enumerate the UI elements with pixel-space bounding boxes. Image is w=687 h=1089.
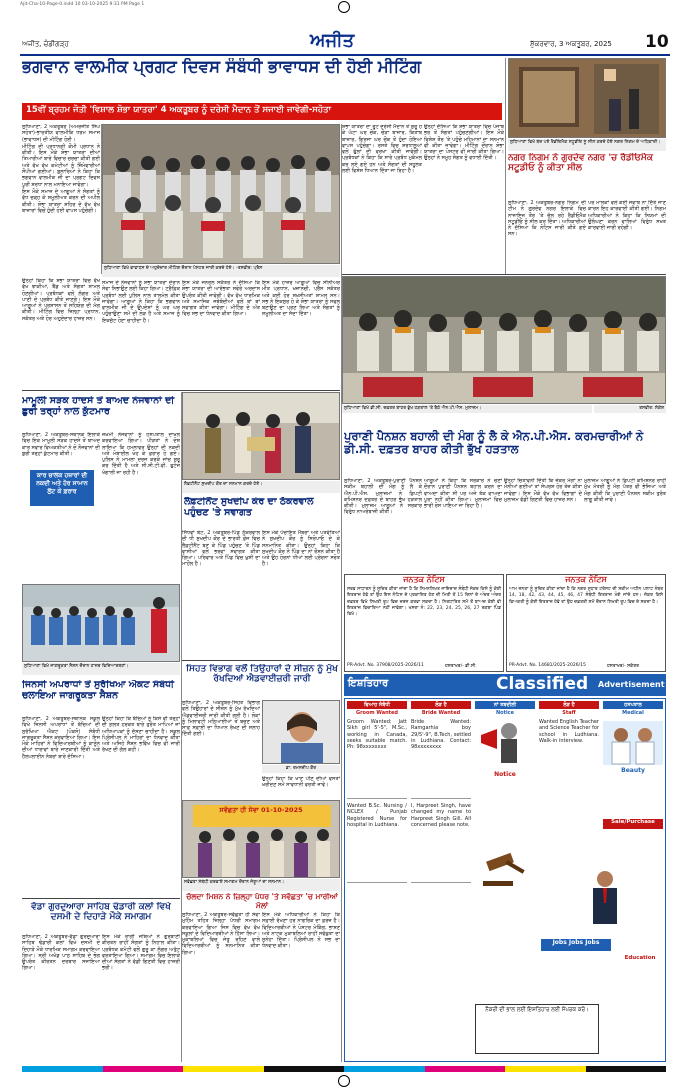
- lead-text-col6: ਉਨ੍ਹਾਂ ਦੱਸਿਆ ਕਿ ਸ਼ੋਭਾ ਯਾਤਰਾ ਵਿਚ ਪੰਜਾਬ ਭਰ ਤੋਂ ਸੰਗਤਾਂ ਪਹੁੰਚਣਗੀਆਂ। ਇਸ ਮੌਕੇ ਵਿਸ਼ੇਸ਼ ਤੌਰ 'ਤੇ ਪਹੁੰਚੇ ਮਹਿਮਾਨਾਂ ਦਾ ਸਨਮਾਨ ਵੀ ਕੀਤਾ ਜਾਵੇਗਾ। ਮੀਟਿੰਗ ਦੌਰਾਨ ਸ਼ੋਭਾ ਯਾਤਰਾ ਦਾ ਪੋਸਟਰ ਵੀ ਜਾਰੀ ਕੀਤਾ ਗਿਆ। ਉਨ੍ਹਾਂ ਨੇ ਸਮੂਹ ਸੰਗਤ ਨੂੰ ਵਧਾਈ ਦਿੱਤੀ।: [424, 124, 504, 162]
- classified-col-1-sub: Groom Wanted: [355, 710, 399, 716]
- col-rule: [101, 124, 102, 274]
- classified-col-4-head: ਲੋੜ ਹੈ: [539, 701, 599, 709]
- classified-col-2-head: ਲੋੜ ਹੈ: [411, 701, 471, 709]
- studio-photo: [508, 58, 666, 138]
- lead-text-col1: ਲੁਧਿਆਣਾ, 2 ਅਕਤੂਬਰ (ਅਮਰਜੀਤ ਸਿੰਘ ਸਹੋਤਾ)-ਭਾਰਤੀਯ ਵਾਲਮੀਕਿ ਧਰਮ ਸਮਾਜ (ਭਾਵਾਧਸ) ਦੀ ਮੀਟਿੰਗ ਹੋਈ। ਮੀਟਿੰਗ ਦੀ ਪ੍ਰਧਾਨਗੀ ਕੌਮੀ ਪ੍ਰਧਾਨ ਨੇ ਕੀਤੀ। ਇਸ ਮੌਕੇ ਸ਼ੋਭਾ ਯਾਤਰਾ ਦੀਆਂ ਤਿਆਰੀਆਂ ਬਾਰੇ ਵਿਚਾਰ ਚਰਚਾ ਕੀਤੀ ਗਈ ਅਤੇ ਵੱਖ ਵੱਖ ਕਮੇਟੀਆਂ ਨੂੰ ਜ਼ਿੰਮੇਵਾਰੀਆਂ ਸੌਂਪੀਆਂ ਗਈਆਂ। ਬੁਲਾਰਿਆਂ ਨੇ ਕਿਹਾ ਕਿ ਭਗਵਾਨ ਵਾਲਮੀਕ ਜੀ ਦਾ ਪ੍ਰਗਟ ਦਿਵਸ ਪੂਰੀ ਸ਼ਰਧਾ ਨਾਲ ਮਨਾਇਆ ਜਾਵੇਗਾ। ਇਸ ਮੌਕੇ ਸਮਾਜ ਦੇ ਆਗੂਆਂ ਨੇ ਸੰਗਤਾਂ ਨੂੰ ਵੱਧ ਚੜ੍ਹ ਕੇ ਸ਼ਮੂਲੀਅਤ ਕਰਨ ਦੀ ਅਪੀਲ ਕੀਤੀ। ਸ਼ੋਭਾ ਯਾਤਰਾ ਸ਼ਹਿਰ ਦੇ ਵੱਖ ਵੱਖ ਬਾਜ਼ਾਰਾਂ ਵਿਚੋਂ ਹੁੰਦੀ ਹੋਈ ਵਾਪਸ ਪਹੁੰਚੇਗੀ।: [22, 124, 100, 214]
- label-sale-purchase: Sale/Purchase: [603, 819, 663, 829]
- classified-col-3-sub: Notice: [495, 710, 515, 716]
- studio-caption: ਲੁਧਿਆਣਾ ਵਿਖੇ ਬੰਦ ਪਏ ਰੈਡੀਓਮੈਕ ਸਟੂਡੀਓ ਨੂੰ ਸੀਲ ਕਰਦੇ ਹੋਏ ਨਗਰ ਨਿਗਮ ਦੇ ਅਧਿਕਾਰੀ।: [508, 139, 666, 151]
- gurdwara-text-col1: ਲੁਧਿਆਣਾ, 2 ਅਕਤੂਬਰ-ਵੱਡਾ ਗੁਰਦੁਆਰਾ ਸਾਹਿਬ ਢੰਡਾਰੀ ਕਲਾਂ ਵਿਖੇ ਦਸਮੀ ਦੇ ਦਿਹਾੜੇ ਮੌਕੇ ਧਾਰਮਿਕ ਸਮਾਗਮ ਕਰਵਾਇਆ ਗਿਆ। ਸ੍ਰੀ ਅਖੰਡ ਪਾਠ ਸਾਹਿਬ ਦੇ ਭੋਗ ਉਪਰੰਤ ਕੀਰਤਨ ਦਰਬਾਰ ਸਜਾਇਆ ਗਿਆ।: [22, 934, 100, 972]
- classified-col-1-head: ਵਿਆਹ ਸੰਬੰਧੀ: [347, 701, 407, 709]
- header-location: ਅਜੀਤ, ਚੰਡੀਗੜ੍ਹ: [22, 40, 69, 48]
- classified-title: Classified: [496, 674, 589, 694]
- header-date: ਸ਼ੁੱਕਰਵਾਰ, 3 ਅਕਤੂਬਰ, 2025: [530, 40, 612, 48]
- pension-text-col3: ਉਨ੍ਹਾਂ ਚਿਤਾਵਨੀ ਦਿੱਤੀ ਕਿ ਜੇਕਰ ਮੰਗਾਂ ਨਾ ਮੰਨੀਆਂ ਗਈਆਂ ਤਾਂ ਸੰਘਰਸ਼ ਹੋਰ ਤੇਜ਼ ਕੀਤਾ ਜਾਵੇਗਾ। ਇਸ ਮੌਕੇ ਵੱਖ ਵੱਖ ਵਿਭਾਗਾਂ ਦੇ ਮੁਲਾਜ਼ਮ ਵੱਡੀ ਗਿਣਤੀ ਵਿਚ ਹਾਜ਼ਰ ਸਨ।: [504, 478, 582, 503]
- classified-ad-4: I, Harpreet Singh, have changed my name to Harpreet Singh Gill. All concerned please note.: [411, 803, 471, 883]
- masthead: ਅਜੀਤ: [310, 30, 355, 51]
- awareness-headline: ਜਿਨਸੀ ਅਪਰਾਧਾਂ ਤੋਂ ਸੁਰੱਖਿਆ ਐਕਟ ਸੰਬੰਧੀ ਚਲਾਇਆ ਜਾਗਰੂਕਤਾ ਸੈਸ਼ਨ: [22, 680, 175, 701]
- label-jobs: Jobs Jobs Jobs: [541, 939, 611, 951]
- studio-text-col2: ਪਰ ਮਾਲਕਾਂ ਵਲੋਂ ਕੋਈ ਜਵਾਬ ਨਾ ਦਿੱਤੇ ਜਾਣ ਕਾਰਨ ਇਹ ਕਾਰਵਾਈ ਕੀਤੀ ਗਈ। ਨਿਗਮ ਅਧਿਕਾਰੀਆਂ ਨੇ ਕਿਹਾ ਕਿ ਨਿਯਮਾਂ ਦੀ ਉਲੰਘਣਾ ਕਰਨ ਵਾਲਿਆਂ ਵਿਰੁੱਧ ਸਖ਼ਤ ਕਾਰਵਾਈ ਜਾਰੀ ਰਹੇਗੀ।: [588, 200, 666, 232]
- gurdwara-headline: ਵੱਡਾ ਗੁਰਦੁਆਰਾ ਸਾਹਿਬ ਢੰਡਾਰੀ ਕਲਾਂ ਵਿਖੇ ਦਸਮੀ ਦੇ ਦਿਹਾੜੇ ਮੌਕੇ ਸਮਾਗਮ: [31, 902, 171, 923]
- classified-grid: [344, 698, 666, 1062]
- classified-subtitle: Advertisement: [598, 680, 665, 689]
- notice-1-body: ਸਰਵ ਸਾਧਾਰਨ ਨੂੰ ਸੂਚਿਤ ਕੀਤਾ ਜਾਂਦਾ ਹੈ ਕਿ ਨਿਮਨਲਿਖਤ ਜਾਇਦਾਦ ਸੰਬੰਧੀ ਜੇਕਰ ਕਿਸੇ ਨੂੰ ਕੋਈ ਇਤਰਾਜ਼ ਹੋਵੇ ਤਾਂ ਉਹ ਇਸ ਨੋਟਿਸ ਦੇ ਪ੍ਰਕਾਸ਼ਿਤ ਹੋਣ ਦੀ ਮਿਤੀ ਤੋਂ 15 ਦਿਨਾਂ ਦੇ ਅੰਦਰ ਅੰਦਰ ਦਫ਼ਤਰ ਵਿਖੇ ਲਿਖਤੀ ਰੂਪ ਵਿਚ ਦਰਜ ਕਰਵਾ ਸਕਦਾ ਹੈ। ਨਿਰਧਾਰਿਤ ਸਮੇਂ ਤੋਂ ਬਾਅਦ ਕੋਈ ਵੀ ਇਤਰਾਜ਼ ਵਿਚਾਰਿਆ ਨਹੀਂ ਜਾਵੇਗਾ। ਖਸਰਾ ਨੰ: 22, 23, 24, 25, 26, 27 ਰਕਬਾ ਪਿੰਡ ਵਿਖੇ।: [347, 587, 501, 618]
- notice-2-adv-no: PR-Advt. No. 14681/2025-2026/15: [509, 663, 586, 668]
- lead-photo-image: [103, 125, 340, 264]
- col-rule: [181, 392, 182, 1062]
- classified-col-5-sub: Medical: [622, 710, 644, 716]
- col-rule: [341, 124, 342, 1062]
- row-rule: [22, 898, 180, 899]
- classified-footer-box: ਨੌਕਰੀ ਦੀ ਭਾਲ ਲਈ ਇਸ਼ਤਿਹਾਰ ਲਈ ਸੰਪਰਕ ਕਰੋ।: [475, 1004, 599, 1054]
- health-portrait: [262, 700, 340, 764]
- lead-text-col2: ਸਮਾਜ ਦੇ ਨੌਜਵਾਨਾਂ ਨੂੰ ਸ਼ੋਭਾ ਯਾਤਰਾ ਦੌਰਾਨ ਸੇਵਾ ਨਿਭਾਉਣ ਲਈ ਕਿਹਾ ਗਿਆ। ਟ੍ਰੈਫ਼ਿਕ ਪ੍ਰਬੰਧਾਂ ਲਈ ਪੁਲਿਸ ਨਾਲ ਤਾਲਮੇਲ ਕੀਤਾ ਜਾਵੇਗਾ। ਆਗੂਆਂ ਨੇ ਕਿਹਾ ਕਿ ਭਗਵਾਨ ਵਾਲਮੀਕ ਜੀ ਦੇ ਉਪਦੇਸ਼ਾਂ ਨੂੰ ਘਰ ਘਰ ਪਹੁੰਚਾਉਣਾ ਸਮੇਂ ਦੀ ਲੋੜ ਹੈ ਅਤੇ ਸਮਾਜ ਨੂੰ ਇਕਜੁੱਟ ਹੋਣਾ ਚਾਹੀਦਾ ਹੈ।: [102, 280, 180, 324]
- public-notice-1: [344, 574, 504, 672]
- pension-photo-image: [343, 277, 666, 404]
- col-rule: [505, 58, 506, 274]
- awareness-caption: ਲੁਧਿਆਣਾ ਵਿਖੇ ਜਾਗਰੂਕਤਾ ਸੈਸ਼ਨ ਦੌਰਾਨ ਹਾਜ਼ਰ ਵਿਦਿਆਰਥਣਾਂ।: [22, 663, 180, 675]
- lead-text-col3: ਇਸ ਮੌਕੇ ਜਨਰਲ ਸਕੱਤਰ ਨੇ ਦੱਸਿਆ ਕਿ ਸ਼ੋਭਾ ਯਾਤਰਾ ਦੀ ਆਰੰਭਤਾ ਸਵੇਰੇ ਅਰਦਾਸ ਉਪਰੰਤ ਕੀਤੀ ਜਾਵੇਗੀ। ਵੱਖ ਵੱਖ ਧਾਰਮਿਕ ਅਤੇ ਸਮਾਜਿਕ ਜਥੇਬੰਦੀਆਂ ਵਲੋਂ ਥਾਂ ਥਾਂ ਸਵਾਗਤ ਕੀਤਾ ਜਾਵੇਗਾ। ਮੀਟਿੰਗ ਦੇ ਅੰਤ ਵਿਚ ਸਭ ਦਾ ਧੰਨਵਾਦ ਕੀਤਾ ਗਿਆ।: [182, 280, 260, 318]
- lieutenant-text-col1: ਸਿੱਧਵਾਂ ਬੇਟ, 2 ਅਕਤੂਬਰ-ਪਿੰਡ ਠੱਕਰਵਾਲ ਦੀ ਧੀ ਸੁਖਦੀਪ ਕੌਰ ਦੇ ਭਾਰਤੀ ਫ਼ੌਜ ਵਿਚ ਲੈਫ਼ਟੀਨੈਂਟ ਬਣ ਕੇ ਪਿੰਡ ਪਹੁੰਚਣ 'ਤੇ ਪਿੰਡ ਵਾਸੀਆਂ ਵਲੋਂ ਭਰਵਾਂ ਸਵਾਗਤ ਕੀਤਾ ਗਿਆ। ਪਰਿਵਾਰ ਅਤੇ ਪਿੰਡ ਵਿਚ ਖ਼ੁਸ਼ੀ ਦਾ ਮਾਹੌਲ ਹੈ।: [182, 530, 260, 568]
- classified-ad-5: Wanted English Teacher and Science Teacher for school in Ludhiana. Walk-in interview.: [539, 719, 599, 744]
- lieutenant-headline: ਲੈਫ਼ਟੀਨੈਂਟ ਸੁਖਦੀਪ ਕੌਰ ਦਾ ਠੱਕਰਵਾਲ ਪਹੁੰਚਣ 'ਤੇ ਸਵਾਗਤ: [184, 497, 314, 518]
- notice-2-title: ਜਨਤਕ ਨੋਟਿਸ: [565, 575, 607, 584]
- pension-photo: [342, 276, 666, 404]
- notice-figure-icon: [477, 721, 533, 769]
- businessman-image: [585, 869, 625, 929]
- registration-mark-top: [338, 1, 350, 13]
- accident-text-col1: ਲੁਧਿਆਣਾ, 2 ਅਕਤੂਬਰ-ਸਥਾਨਕ ਇਲਾਕੇ ਵਿਚ ਇਕ ਮਾਮੂਲੀ ਸੜਕ ਹਾਦਸੇ ਤੋਂ ਬਾਅਦ ਕਾਰ ਸਵਾਰ ਵਿਅਕਤੀਆਂ ਨੇ ਦੋ ਨੌਜਵਾਨਾਂ ਦੀ ਬੁਰੀ ਤਰ੍ਹਾਂ ਕੁੱਟਮਾਰ ਕੀਤੀ।: [22, 432, 100, 457]
- health-text-col2: ਉਨ੍ਹਾਂ ਕਿਹਾ ਕਿ ਖਾਣ ਪੀਣ ਦੀਆਂ ਵਸਤਾਂ ਖ਼ਰੀਦਣ ਸਮੇਂ ਸਾਵਧਾਨੀ ਵਰਤੀ ਜਾਵੇ।: [262, 776, 340, 789]
- notice-2-signature: ਹਸਤਾਖਰ/- ਸਕੱਤਰ: [607, 664, 639, 669]
- notice-1-adv-no: PR-Advt. No. 37908/2025-2026/11: [347, 663, 424, 668]
- row-rule: [22, 390, 340, 391]
- pension-headline: ਪੁਰਾਣੀ ਪੈਨਸ਼ਨ ਬਹਾਲੀ ਦੀ ਮੰਗ ਨੂੰ ਲੈ ਕੇ ਐਨ.ਪੀ.ਐਸ. ਕਰਮਚਾਰੀਆਂ ਨੇ ਡੀ.ਸੀ. ਦਫ਼ਤਰ ਬਾਹਰ ਕੀਤੀ ਭੁੱਖ ਹੜਤਾਲ: [344, 430, 644, 457]
- pension-caption: ਲੁਧਿਆਣਾ ਵਿਖੇ ਡੀ.ਸੀ. ਦਫ਼ਤਰ ਬਾਹਰ ਭੁੱਖ ਹੜਤਾਲ 'ਤੇ ਬੈਠੇ ਐਨ.ਪੀ.ਐਸ. ਮੁਲਾਜ਼ਮ।: [342, 405, 592, 413]
- studio-photo-image: [509, 59, 666, 138]
- row-rule: [342, 274, 666, 275]
- lead-text-col1b: ਉਨ੍ਹਾਂ ਕਿਹਾ ਕਿ ਸ਼ੋਭਾ ਯਾਤਰਾ ਵਿਚ ਵੱਖ ਵੱਖ ਝਾਕੀਆਂ, ਬੈਂਡ ਅਤੇ ਸੰਗਤਾਂ ਸ਼ਾਮਲ ਹੋਣਗੀਆਂ। ਪ੍ਰਬੰਧਕਾਂ ਵਲੋਂ ਲੰਗਰ ਅਤੇ ਪਾਣੀ ਦੇ ਪ੍ਰਬੰਧ ਕੀਤੇ ਜਾਣਗੇ। ਇਸ ਮੌਕੇ ਆਗੂਆਂ ਨੇ ਪ੍ਰਸ਼ਾਸਨ ਤੋਂ ਸਹਿਯੋਗ ਦੀ ਮੰਗ ਕੀਤੀ। ਮੀਟਿੰਗ ਵਿਚ ਜ਼ਿਲ੍ਹਾ ਪ੍ਰਧਾਨ, ਸਕੱਤਰ ਅਤੇ ਹੋਰ ਅਹੁਦੇਦਾਰ ਹਾਜ਼ਰ ਸਨ।: [22, 278, 100, 322]
- pension-text-col4: ਮੁਲਾਜ਼ਮ ਆਗੂਆਂ ਨੇ ਡਿਪਟੀ ਕਮਿਸ਼ਨਰ ਰਾਹੀਂ ਮੁੱਖ ਮੰਤਰੀ ਨੂੰ ਮੰਗ ਪੱਤਰ ਵੀ ਭੇਜਿਆ ਅਤੇ ਮੰਗ ਕੀਤੀ ਕਿ ਪੁਰਾਣੀ ਪੈਨਸ਼ਨ ਸਕੀਮ ਤੁਰੰਤ ਲਾਗੂ ਕੀਤੀ ਜਾਵੇ।: [584, 478, 666, 503]
- accident-text-col2: ਜ਼ਖ਼ਮੀ ਨੌਜਵਾਨਾਂ ਨੂੰ ਹਸਪਤਾਲ ਦਾਖ਼ਲ ਕਰਵਾਇਆ ਗਿਆ। ਪੀੜਤਾਂ ਨੇ ਦੋਸ਼ ਲਾਇਆ ਕਿ ਹਮਲਾਵਰ ਉਨ੍ਹਾਂ ਦੀ ਨਕਦੀ ਅਤੇ ਮੋਬਾਈਲ ਖੋਹ ਕੇ ਫ਼ਰਾਰ ਹੋ ਗਏ। ਪੁਲਿਸ ਨੇ ਮਾਮਲਾ ਦਰਜ ਕਰਕੇ ਜਾਂਚ ਸ਼ੁਰੂ ਕਰ ਦਿੱਤੀ ਹੈ ਅਤੇ ਸੀ.ਸੀ.ਟੀ.ਵੀ. ਫੁਟੇਜ ਖੰਗਾਲੀ ਜਾ ਰਹੀ ਹੈ।: [102, 432, 180, 476]
- pension-text-col2: ਆਗੂਆਂ ਨੇ ਕਿਹਾ ਕਿ ਸਰਕਾਰ ਨੇ ਚੋਣਾਂ ਦੌਰਾਨ ਪੁਰਾਣੀ ਪੈਨਸ਼ਨ ਬਹਾਲ ਕਰਨ ਦਾ ਵਾਅਦਾ ਕੀਤਾ ਸੀ ਪਰ ਅਜੇ ਤੱਕ ਵਾਅਦਾ ਪੂਰਾ ਨਹੀਂ ਕੀਤਾ ਗਿਆ। ਮੁਲਾਜ਼ਮਾਂ ਵਿਚ ਭਾਰੀ ਰੋਸ ਪਾਇਆ ਜਾ ਰਿਹਾ ਹੈ।: [424, 478, 502, 510]
- registration-mark-bottom: [338, 1075, 350, 1087]
- classified-col-5-head: ਹਸਪਤਾਲ: [603, 701, 663, 709]
- awareness-photo: [22, 584, 180, 662]
- lieutenant-caption: ਲੈਫ਼ਟੀਨੈਂਟ ਸੁਖਦੀਪ ਕੌਰ ਦਾ ਸਨਮਾਨ ਕਰਦੇ ਹੋਏ।: [182, 481, 340, 493]
- awareness-photo-image: [23, 585, 180, 662]
- health-text-col1: ਲੁਧਿਆਣਾ, 2 ਅਕਤੂਬਰ-ਸਿਹਤ ਵਿਭਾਗ ਵਲੋਂ ਤਿਉਹਾਰਾਂ ਦੇ ਸੀਜ਼ਨ ਨੂੰ ਮੁੱਖ ਰੱਖਦਿਆਂ ਐਡਵਾਈਜ਼ਰੀ ਜਾਰੀ ਕੀਤੀ ਗਈ ਹੈ। ਲੋਕਾਂ ਨੂੰ ਮਿਲਾਵਟੀ ਮਠਿਆਈਆਂ ਤੋਂ ਬਚਣ ਅਤੇ ਸਾਫ਼ ਸਫ਼ਾਈ ਦਾ ਧਿਆਨ ਰੱਖਣ ਦੀ ਸਲਾਹ ਦਿੱਤੀ ਗਈ।: [182, 700, 260, 738]
- label-beauty: Beauty: [621, 767, 645, 774]
- label-education: Education: [624, 955, 656, 961]
- page-number: 10: [645, 32, 669, 52]
- classified-ad-1: Groom Wanted: Jatt Sikh girl 5'-5", M.Sc., working in Canada, seeks suitable match. Ph: 98xxxxxxxx: [347, 719, 407, 799]
- swachhta-headline: ਚੱਲਦਾ ਮਿਸ਼ਨ ਨੇ ਜ਼ਿਲ੍ਹਾ ਪੱਧਰ 'ਤੇ ਸਵੱਛਤਾ 'ਚ ਮਾਰੀਆਂ ਮੱਲਾਂ: [186, 893, 338, 910]
- classified-ad-3: Wanted B.Sc. Nursing / NCLEX / Punjab Registered Nurse for hospital in Ludhiana.: [347, 803, 407, 883]
- public-notice-2: [506, 574, 666, 672]
- swachhta-text-col2: ਇਸ ਮੌਕੇ ਅਧਿਕਾਰੀਆਂ ਨੇ ਕਿਹਾ ਕਿ ਸਫ਼ਾਈ ਰੱਖਣਾ ਹਰ ਨਾਗਰਿਕ ਦਾ ਫ਼ਰਜ਼ ਹੈ। ਵਿਦਿਆਰਥੀਆਂ ਨੇ ਪੋਸਟਰ ਮੇਕਿੰਗ, ਭਾਸ਼ਣ ਅਤੇ ਨਾਟਕ ਮੁਕਾਬਲਿਆਂ ਰਾਹੀਂ ਸਵੱਛਤਾ ਦਾ ਸੁਨੇਹਾ ਦਿੱਤਾ। ਪ੍ਰਿੰਸੀਪਲ ਨੇ ਸਭ ਦਾ ਧੰਨਵਾਦ ਕੀਤਾ।: [262, 912, 340, 950]
- lead-text-col4: ਇਸ ਮੌਕੇ ਹਾਜ਼ਰ ਆਗੂਆਂ ਵਿਚ ਸੀਨੀਅਰ ਮੀਤ ਪ੍ਰਧਾਨ, ਖ਼ਜ਼ਾਨਚੀ, ਪ੍ਰੈੱਸ ਸਕੱਤਰ ਅਤੇ ਕਈ ਹੋਰ ਸ਼ਖ਼ਸੀਅਤਾਂ ਸ਼ਾਮਲ ਸਨ। ਸਭ ਨੇ ਇਕਸੁਰ ਹੋ ਕੇ ਸ਼ੋਭਾ ਯਾਤਰਾ ਨੂੰ ਸਫਲ ਬਣਾਉਣ ਦਾ ਪ੍ਰਣ ਲਿਆ ਅਤੇ ਸੰਗਤਾਂ ਨੂੰ ਸ਼ਮੂਲੀਅਤ ਦਾ ਸੱਦਾ ਦਿੱਤਾ।: [262, 280, 340, 318]
- row-rule: [182, 660, 340, 661]
- classified-punjabi: ਇਸ਼ਤਿਹਾਰ: [348, 678, 389, 689]
- classified-banner: [344, 674, 666, 696]
- lead-photo-caption: ਲੁਧਿਆਣਾ ਵਿਖੇ ਭਾਵਾਧਸ ਦੇ ਅਹੁਦੇਦਾਰ ਮੀਟਿੰਗ ਦੌਰਾਨ ਪੋਸਟਰ ਜਾਰੀ ਕਰਦੇ ਹੋਏ। -ਤਸਵੀਰ: ਪ੍ਰੈਸ: [102, 265, 340, 277]
- notice-2-body: ਆਮ ਜਨਤਾ ਨੂੰ ਸੂਚਿਤ ਕੀਤਾ ਜਾਂਦਾ ਹੈ ਕਿ ਨਗਰ ਸੁਧਾਰ ਟਰੱਸਟ ਦੀ ਸਕੀਮ ਅਧੀਨ ਪਲਾਟ ਨੰਬਰ 14, 18, 42, 43, 44, 45, 46, 47 ਸੰਬੰਧੀ ਇਤਰਾਜ਼ ਮੰਗੇ ਜਾਂਦੇ ਹਨ। ਜੇਕਰ ਕਿਸੇ ਵਿਅਕਤੀ ਨੂੰ ਕੋਈ ਇਤਰਾਜ਼ ਹੋਵੇ ਤਾਂ ਉਹ ਦਫ਼ਤਰੀ ਸਮੇਂ ਦੌਰਾਨ ਲਿਖਤੀ ਰੂਪ ਵਿਚ ਦੇ ਸਕਦਾ ਹੈ।: [509, 587, 663, 605]
- lead-headline: ਭਗਵਾਨ ਵਾਲਮੀਕ ਪ੍ਰਗਟ ਦਿਵਸ ਸੰਬੰਧੀ ਭਾਵਾਧਸ ਦੀ ਹੋਈ ਮੀਟਿੰਗ: [22, 58, 422, 76]
- page-header: [20, 30, 670, 56]
- lead-text-col5: ਸ਼ੋਭਾ ਯਾਤਰਾ ਦਾ ਰੂਟ ਦਰੇਸੀ ਮੈਦਾਨ ਤੋਂ ਸ਼ੁਰੂ ਹੋ ਕੇ ਘੰਟਾ ਘਰ ਚੌਕ, ਚੌੜਾ ਬਾਜ਼ਾਰ, ਕਿਤਾਬ ਬਾਜ਼ਾਰ, ਗਿਰਜਾ ਘਰ ਚੌਕ ਤੋਂ ਹੁੰਦਾ ਹੋਇਆ ਵਾਪਸ ਪਹੁੰਚੇਗਾ। ਰਸਤੇ ਵਿਚ ਸ਼ਰਧਾਲੂਆਂ ਵਲੋਂ ਫੁੱਲਾਂ ਦੀ ਵਰਖਾ ਕੀਤੀ ਜਾਵੇਗੀ। ਪ੍ਰਬੰਧਕਾਂ ਨੇ ਕਿਹਾ ਕਿ ਸਾਰੇ ਪ੍ਰਬੰਧ ਮੁਕੰਮਲ ਕਰ ਲਏ ਗਏ ਹਨ ਅਤੇ ਸੰਗਤਾਂ ਦੀ ਸਹੂਲਤ ਲਈ ਵਿਸ਼ੇਸ਼ ਧਿਆਨ ਦਿੱਤਾ ਜਾ ਰਿਹਾ ਹੈ।: [342, 124, 422, 175]
- lieutenant-photo-image: [183, 393, 340, 480]
- classified-ad-2: Bride Wanted: Ramgarhia boy 29/5'-9", B.Tech, settled in Ludhiana. Contact: 98xxxxxxxx: [411, 719, 471, 799]
- gurdwara-text-col2: ਇਸ ਮੌਕੇ ਰਾਗੀ ਜਥਿਆਂ ਨੇ ਗੁਰਬਾਣੀ ਕੀਰਤਨ ਰਾਹੀਂ ਸੰਗਤਾਂ ਨੂੰ ਨਿਹਾਲ ਕੀਤਾ। ਪ੍ਰਬੰਧਕ ਕਮੇਟੀ ਵਲੋਂ ਗੁਰੂ ਕਾ ਲੰਗਰ ਅਤੁੱਟ ਵਰਤਾਇਆ ਗਿਆ। ਸਮਾਗਮ ਵਿਚ ਇਲਾਕੇ ਦੀਆਂ ਸੰਗਤਾਂ ਨੇ ਵੱਡੀ ਗਿਣਤੀ ਵਿਚ ਹਾਜ਼ਰੀ ਭਰੀ।: [102, 934, 180, 972]
- medical-staff-image: [603, 721, 663, 765]
- lieutenant-photo: [182, 392, 340, 480]
- notice-1-title: ਜਨਤਕ ਨੋਟਿਸ: [403, 575, 445, 584]
- notice-1-signature: ਹਸਤਾਖਰ/- ਡੀ.ਸੀ.: [445, 664, 477, 669]
- lieutenant-text-col2: ਇਸ ਮੌਕੇ ਪੰਚਾਇਤ ਮੈਂਬਰਾਂ ਅਤੇ ਪਤਵੰਤਿਆਂ ਨੇ ਸੁਖਦੀਪ ਕੌਰ ਨੂੰ ਸਿਰੋਪਾਓ ਦੇ ਕੇ ਸਨਮਾਨਿਤ ਕੀਤਾ। ਉਨ੍ਹਾਂ ਕਿਹਾ ਕਿ ਸੁਖਦੀਪ ਕੌਰ ਨੇ ਪਿੰਡ ਦਾ ਨਾਂ ਰੌਸ਼ਨ ਕੀਤਾ ਹੈ ਅਤੇ ਉਹ ਹੋਰਨਾਂ ਧੀਆਂ ਲਈ ਪ੍ਰੇਰਨਾ ਸਰੋਤ ਹੈ।: [262, 530, 340, 568]
- color-calibration-bar: [22, 1066, 666, 1072]
- gavel-icon: [477, 849, 533, 889]
- classified-col-2-sub: Bride Wanted: [421, 710, 461, 716]
- classified-col-3-head: ਨਾਂ ਤਬਦੀਲੀ: [475, 701, 535, 709]
- studio-text-col1: ਲੁਧਿਆਣਾ, 2 ਅਕਤੂਬਰ-ਨਗਰ ਨਿਗਮ ਦੀ ਟੀਮ ਨੇ ਗੁਰਦੇਵ ਨਗਰ ਇਲਾਕੇ ਵਿਚ ਨਾਜਾਇਜ਼ ਤੌਰ 'ਤੇ ਚੱਲ ਰਹੇ ਰੈਡੀਓਮੈਕ ਸਟੂਡੀਓ ਨੂੰ ਸੀਲ ਕਰ ਦਿੱਤਾ। ਅਧਿਕਾਰੀਆਂ ਨੇ ਦੱਸਿਆ ਕਿ ਨੋਟਿਸ ਜਾਰੀ ਕੀਤੇ ਗਏ ਸਨ।: [508, 200, 586, 238]
- lead-subhead: 15ਵੀਂ ਬ੍ਰਹਮ ਜੋਤੀ 'ਵਿਸ਼ਾਲ ਸ਼ੋਭਾ ਯਾਤਰਾ' 4 ਅਕਤੂਬਰ ਨੂੰ ਦਰੇਸੀ ਮੈਦਾਨ ਤੋਂ ਸਜਾਈ ਜਾਵੇਗੀ-ਸਹੋਤਾ: [22, 103, 502, 120]
- print-slug: Ajit-Cha-10-Page-0.indd 10 03-10-2025 9:31 PM Page 1: [20, 2, 145, 7]
- pension-photo-credit: ਤਸਵੀਰ: ਲੋਕੇਸ਼: [594, 405, 666, 413]
- lead-photo: [102, 124, 340, 264]
- health-portrait-caption: ਡਾ. ਰਮਨਦੀਪ ਕੌਰ: [262, 765, 340, 773]
- label-notice: Notice: [494, 771, 516, 778]
- classified-col-4-sub: Staff: [562, 710, 576, 716]
- studio-headline: ਨਗਰ ਨਿਗਮ ਨੇ ਗੁਰਦੇਵ ਨਗਰ 'ਚ ਰੈਡੀਓਮੈਕ ਸਟੂਡੀਓ ਨੂੰ ਕੀਤਾ ਸੀਲ: [508, 153, 653, 174]
- awareness-text-col2: ਉਨ੍ਹਾਂ ਕਿਹਾ ਕਿ ਬੱਚਿਆਂ ਨੂੰ ਕਿਸੇ ਵੀ ਤਰ੍ਹਾਂ ਦੀ ਗ਼ਲਤ ਹਰਕਤ ਬਾਰੇ ਤੁਰੰਤ ਮਾਪਿਆਂ ਜਾਂ ਅਧਿਆਪਕਾਂ ਨੂੰ ਦੱਸਣਾ ਚਾਹੀਦਾ ਹੈ। ਸਕੂਲ ਪ੍ਰਿੰਸੀਪਲ ਨੇ ਮਾਹਿਰਾਂ ਦਾ ਧੰਨਵਾਦ ਕੀਤਾ ਅਤੇ ਅਜਿਹੇ ਸੈਸ਼ਨ ਭਵਿੱਖ ਵਿਚ ਵੀ ਜਾਰੀ ਰੱਖਣ ਦੀ ਗੱਲ ਕਹੀ।: [102, 716, 180, 754]
- swachhta-text-col1: ਲੁਧਿਆਣਾ, 2 ਅਕਤੂਬਰ-ਸਵੱਛਤਾ ਹੀ ਸੇਵਾ ਮੁਹਿੰਮ ਤਹਿਤ ਜ਼ਿਲ੍ਹਾ ਪੱਧਰੀ ਸਮਾਗਮ ਕਰਵਾਇਆ ਗਿਆ ਜਿਸ ਵਿਚ ਵੱਖ ਵੱਖ ਸਕੂਲਾਂ ਦੇ ਵਿਦਿਆਰਥੀਆਂ ਨੇ ਹਿੱਸਾ ਲਿਆ। ਮੁਕਾਬਲਿਆਂ ਵਿਚ ਜੇਤੂ ਰਹਿਣ ਵਾਲੇ ਵਿਦਿਆਰਥੀਆਂ ਨੂੰ ਸਨਮਾਨਿਤ ਕੀਤਾ ਗਿਆ।: [182, 912, 260, 956]
- accident-headline: ਮਾਮੂਲੀ ਸੜਕ ਹਾਦਸੇ ਤੋਂ ਬਾਅਦ ਨੌਜਵਾਨਾਂ ਦੀ ਛੁਰੀ ਤਰ੍ਹਾਂ ਨਾਲ ਕੁੱਟਮਾਰ: [22, 396, 175, 417]
- pension-text-col1: ਲੁਧਿਆਣਾ, 2 ਅਕਤੂਬਰ-ਪੁਰਾਣੀ ਪੈਨਸ਼ਨ ਸਕੀਮ ਬਹਾਲੀ ਦੀ ਮੰਗ ਨੂੰ ਲੈ ਕੇ ਐਨ.ਪੀ.ਐਸ. ਮੁਲਾਜ਼ਮਾਂ ਨੇ ਡਿਪਟੀ ਕਮਿਸ਼ਨਰ ਦਫ਼ਤਰ ਦੇ ਬਾਹਰ ਭੁੱਖ ਹੜਤਾਲ ਕੀਤੀ। ਮੁਲਾਜ਼ਮ ਆਗੂਆਂ ਨੇ ਸਰਕਾਰ ਵਿਰੁੱਧ ਨਾਅਰੇਬਾਜ਼ੀ ਕੀਤੀ।: [344, 478, 422, 516]
- accident-pullquote: ਕਾਰ ਚਾਲਕ ਹਜ਼ਾਰਾਂ ਦੀ ਨਕਦੀ ਅਤੇ ਹੋਰ ਸਾਮਾਨ ਲੁੱਟ ਕੇ ਫ਼ਰਾਰ: [30, 470, 94, 506]
- health-headline: ਸਿਹਤ ਵਿਭਾਗ ਵਲੋਂ ਤਿਉਹਾਰਾਂ ਦੇ ਸੀਜ਼ਨ ਨੂੰ ਮੁੱਖ ਰੱਖਦਿਆਂ ਐਡਵਾਈਜ਼ਰੀ ਜਾਰੀ: [186, 664, 338, 685]
- swachhta-caption: ਸਵੱਛਤਾ ਸੰਬੰਧੀ ਕਰਵਾਏ ਸਮਾਗਮ ਦੌਰਾਨ ਜੇਤੂਆਂ ਦਾ ਸਨਮਾਨ।: [182, 879, 340, 891]
- health-portrait-image: [263, 701, 340, 764]
- awareness-text-col1: ਲੁਧਿਆਣਾ, 2 ਅਕਤੂਬਰ-ਸਥਾਨਕ ਸਕੂਲ ਵਿਖੇ ਜਿਨਸੀ ਅਪਰਾਧਾਂ ਤੋਂ ਬੱਚਿਆਂ ਦੀ ਸੁਰੱਖਿਆ ਐਕਟ (ਪੋਕਸੋ) ਸੰਬੰਧੀ ਜਾਗਰੂਕਤਾ ਸੈਸ਼ਨ ਕਰਵਾਇਆ ਗਿਆ। ਇਸ ਮੌਕੇ ਮਾਹਿਰਾਂ ਨੇ ਵਿਦਿਆਰਥੀਆਂ ਨੂੰ ਕਾਨੂੰਨ ਦੀਆਂ ਧਾਰਾਵਾਂ ਬਾਰੇ ਜਾਣਕਾਰੀ ਦਿੱਤੀ ਅਤੇ ਹੈਲਪਲਾਈਨ ਨੰਬਰਾਂ ਬਾਰੇ ਦੱਸਿਆ।: [22, 716, 100, 760]
- swachhta-banner: ਸਵੱਛਤਾ ਹੀ ਸੇਵਾ 01-10-2025: [219, 806, 303, 814]
